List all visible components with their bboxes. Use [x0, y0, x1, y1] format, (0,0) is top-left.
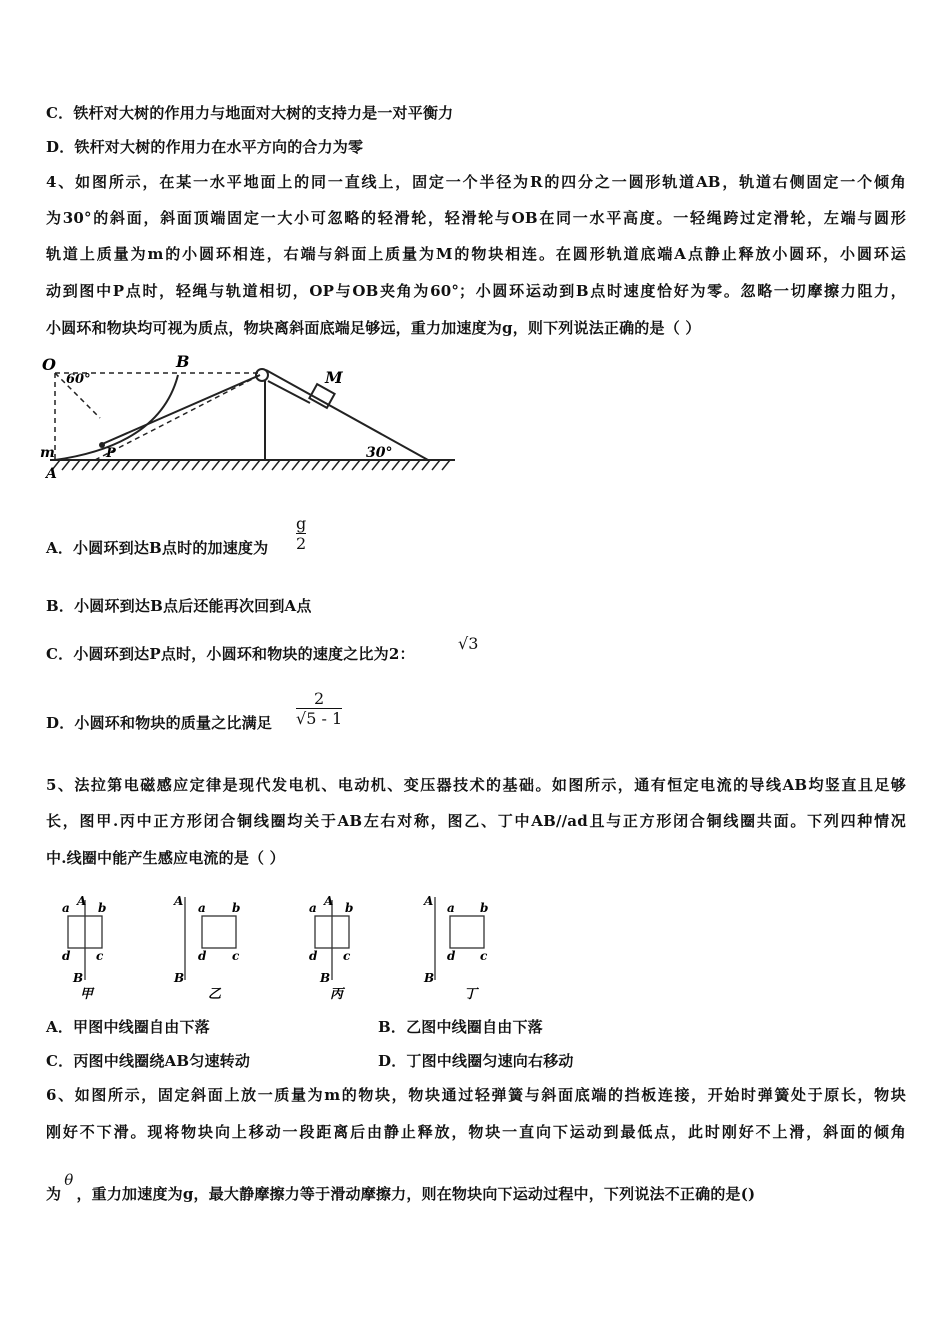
q6-line: 刚好不下滑。现将物块向上移动一段距离后由静止释放，物块一直向下运动到最低点，此时刚好不上滑，斜面的倾角	[46, 1123, 906, 1141]
q4-figure	[40, 345, 470, 480]
label-m-block: M	[325, 368, 343, 387]
svg-text:a: a	[309, 901, 317, 915]
q5-figures	[40, 885, 520, 1005]
svg-text:B: B	[424, 971, 435, 985]
theta-symbol: θ	[64, 1171, 74, 1189]
q4-option-d: D．小圆环和物块的质量之比满足	[46, 714, 273, 732]
label-o: O	[42, 355, 56, 374]
sqrt-3: √3	[458, 634, 479, 653]
svg-text:c: c	[343, 949, 351, 963]
svg-text:d: d	[309, 949, 318, 963]
label-p: P	[106, 446, 116, 461]
q5-line: 长，图甲.丙中正方形闭合铜线圈均关于AB左右对称，图乙、丁中AB//ad且与正方形闭合铜线圈共面。下列四种情况	[46, 812, 906, 830]
q5-line: 5、法拉第电磁感应定律是现代发电机、电动机、变压器技术的基础。如图所示，通有恒定电流的导线AB均竖直且足够	[46, 776, 906, 794]
svg-text:a: a	[447, 901, 455, 915]
q4-line: 为30°的斜面，斜面顶端固定一大小可忽略的轻滑轮，轻滑轮与OB在同一水平高度。一轻绳跨过定滑轮，左端与圆形	[46, 209, 906, 227]
option-d-prev: D．铁杆对大树的作用力在水平方向的合力为零	[46, 138, 364, 156]
svg-text:a: a	[198, 901, 206, 915]
numerator: 2	[313, 689, 325, 708]
label-60: 60°	[66, 372, 91, 387]
svg-text:b: b	[232, 901, 241, 915]
q5-option-c: C．丙图中线圈绕AB匀速转动	[46, 1052, 251, 1070]
svg-text:A: A	[77, 894, 87, 908]
q4-line: 动到图中P点时，轻绳与轨道相切，OP与OB夹角为60°；小圆环运动到B点时速度恰好为零。忽略一切摩擦力阻力，	[46, 282, 906, 300]
label-a: A	[46, 466, 57, 480]
figure-label-ding: 丁	[464, 987, 478, 1002]
svg-text:a: a	[62, 901, 70, 915]
fraction-g-over-2	[296, 514, 306, 553]
figure-label-bing: 丙	[330, 987, 344, 1002]
q4-option-b: B．小圆环到达B点后还能再次回到A点	[46, 597, 312, 615]
svg-text:d: d	[198, 949, 207, 963]
svg-text:B: B	[73, 971, 84, 985]
q4-line: 轨道上质量为m的小圆环相连，右端与斜面上质量为M的物块相连。在圆形轨道底端A点静止释放小圆环，小圆环运	[46, 245, 906, 263]
figure-label-yi: 乙	[208, 987, 222, 1002]
q4-line: 小圆环和物块均可视为质点，物块离斜面底端足够远，重力加速度为g，则下列说法正确的是（ ）	[46, 319, 701, 337]
q4-line: 4、如图所示，在某一水平地面上的同一直线上，固定一个半径为R的四分之一圆形轨道AB，轨道右侧固定一个倾角	[46, 173, 906, 191]
svg-text:A: A	[424, 894, 434, 908]
figure-label-jia: 甲	[80, 987, 94, 1002]
option-c-prev: C．铁杆对大树的作用力与地面对大树的支持力是一对平衡力	[46, 104, 454, 122]
q5-option-a: A．甲图中线圈自由下落	[46, 1018, 210, 1036]
q6-line	[46, 1171, 756, 1204]
svg-text:b: b	[98, 901, 107, 915]
numerator: g	[296, 514, 307, 533]
svg-text:b: b	[480, 901, 489, 915]
label-m-ring: m	[40, 445, 55, 461]
denominator: 2	[296, 534, 307, 553]
denominator: √5 - 1	[296, 709, 343, 728]
text: ，重力加速度为g，最大静摩擦力等于滑动摩擦力，则在物块向下运动过程中，下列说法不正确的是()	[76, 1185, 756, 1203]
q4-option-c: C．小圆环到达P点时，小圆环和物块的速度之比为2：	[46, 645, 415, 663]
svg-text:c: c	[232, 949, 240, 963]
svg-text:c: c	[480, 949, 488, 963]
q5-option-b: B．乙图中线圈自由下落	[378, 1018, 543, 1036]
label-b: B	[176, 352, 190, 371]
q6-line: 6、如图所示，固定斜面上放一质量为m的物块，物块通过轻弹簧与斜面底端的挡板连接，开始时弹簧处于原长，物块	[46, 1086, 906, 1104]
svg-text:A: A	[324, 894, 334, 908]
svg-text:c: c	[96, 949, 104, 963]
text: 为	[46, 1185, 62, 1203]
svg-text:A: A	[174, 894, 184, 908]
q5-line: 中.线圈中能产生感应电流的是（ ）	[46, 849, 285, 867]
svg-text:d: d	[447, 949, 456, 963]
svg-text:d: d	[62, 949, 71, 963]
q5-option-d: D．丁图中线圈匀速向右移动	[378, 1052, 574, 1070]
svg-text:b: b	[345, 901, 354, 915]
svg-text:B: B	[320, 971, 331, 985]
label-30: 30°	[366, 445, 393, 461]
q4-option-a: A．小圆环到达B点时的加速度为	[46, 539, 269, 557]
svg-text:B: B	[174, 971, 185, 985]
fraction-2-over-sqrt5-1	[296, 689, 342, 728]
